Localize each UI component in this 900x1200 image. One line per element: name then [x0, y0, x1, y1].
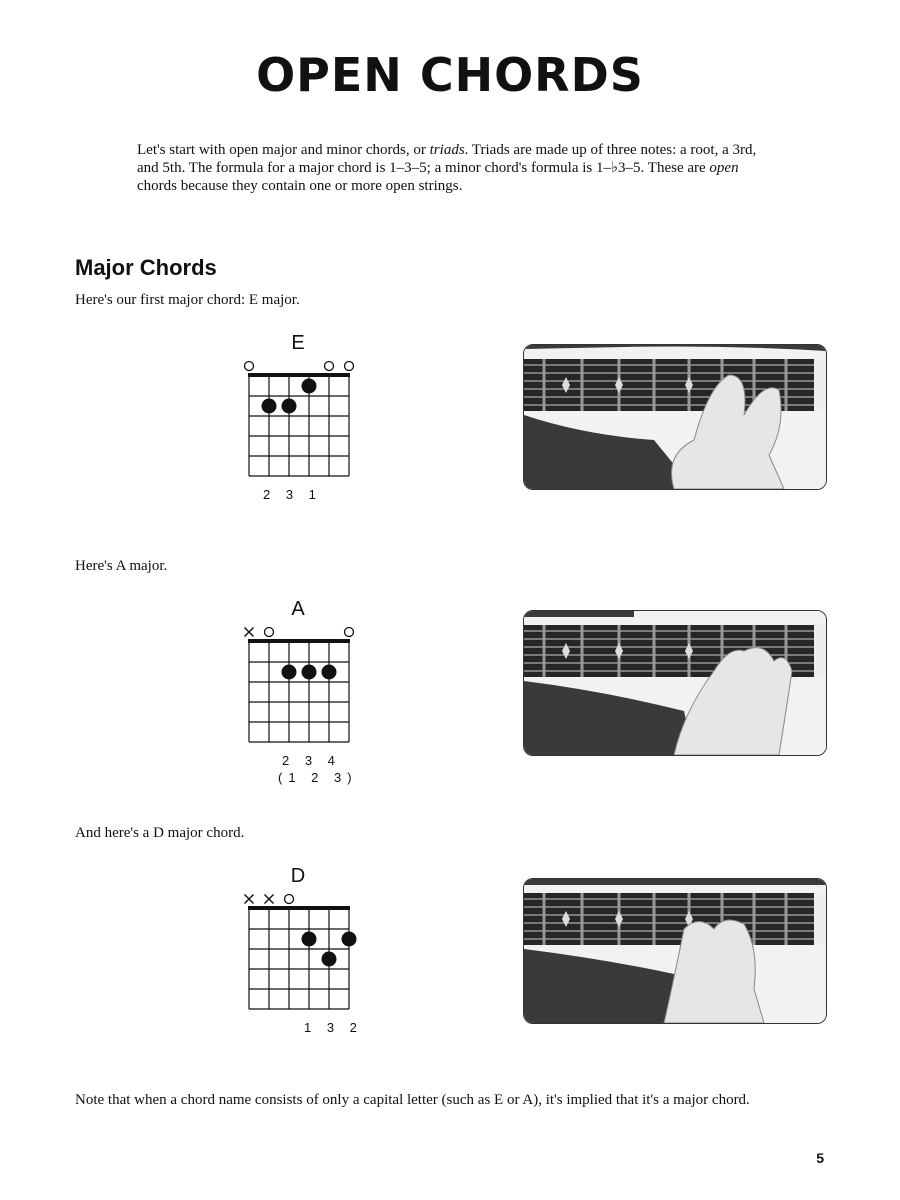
open-string-marker	[345, 628, 354, 637]
finger-dot	[302, 665, 317, 680]
finger-dot	[282, 665, 297, 680]
chord-name: D	[290, 865, 306, 887]
fingering-label: 2 3 1	[263, 487, 322, 502]
finger-dot	[302, 932, 317, 947]
fingering-label: 2 3 4	[282, 753, 341, 768]
finger-dot	[302, 379, 317, 394]
chord-name: E	[291, 332, 305, 354]
section-heading: Major Chords	[75, 255, 217, 280]
open-string-marker	[245, 362, 254, 371]
intro-term-open: open	[709, 160, 739, 176]
finger-dot	[322, 665, 337, 680]
open-string-marker	[285, 895, 294, 904]
photo-image	[524, 879, 826, 1023]
finger-dot	[322, 952, 337, 967]
page-number: 5	[816, 1150, 824, 1166]
photo-d-chord	[523, 878, 827, 1024]
e-chord-intro: Here's our first major chord: E major.	[75, 292, 300, 308]
muted-string-marker	[245, 895, 254, 904]
photo-image	[524, 611, 826, 755]
intro-text-3: chords because they contain one or more open strings.	[137, 178, 463, 194]
page-title: OPEN CHORDS	[256, 48, 644, 102]
chord-nut	[248, 639, 350, 643]
chord-grid	[218, 598, 378, 748]
alt-fingering-label: (1 2 3)	[278, 770, 358, 785]
fingering-label: 1 3 2	[304, 1020, 363, 1035]
intro-text-2: . Triads are made up of three notes: a root, a 3rd, and 5th. The formula for a major chord is 1–3–5; a minor chord's formula is 1–♭3–5. These are	[137, 142, 757, 176]
photo-e-chord	[523, 344, 827, 490]
muted-string-marker	[265, 895, 274, 904]
finger-dot	[262, 399, 277, 414]
photo-a-chord	[523, 610, 827, 756]
open-string-marker	[265, 628, 274, 637]
open-string-marker	[345, 362, 354, 371]
chord-diagram-e	[218, 332, 378, 502]
muted-string-marker	[245, 628, 254, 637]
major-chord-note: Note that when a chord name consists of only a capital letter (such as E or A), it's implied that it's a major chord.	[75, 1092, 750, 1108]
finger-dot	[282, 399, 297, 414]
finger-dot	[342, 932, 357, 947]
chord-grid	[218, 865, 378, 1015]
photo-image	[524, 345, 826, 489]
chord-diagram-d	[218, 865, 378, 1035]
d-chord-intro: And here's a D major chord.	[75, 825, 245, 841]
intro-term-triads: triads	[429, 142, 465, 158]
intro-paragraph	[137, 141, 777, 195]
chord-nut	[248, 906, 350, 910]
chord-name: A	[291, 598, 305, 620]
intro-text-1: Let's start with open major and minor chords, or	[137, 142, 430, 158]
a-chord-intro: Here's A major.	[75, 558, 168, 574]
chord-grid	[218, 332, 378, 482]
chord-diagram-a	[218, 598, 378, 785]
open-string-marker	[325, 362, 334, 371]
chord-nut	[248, 373, 350, 377]
